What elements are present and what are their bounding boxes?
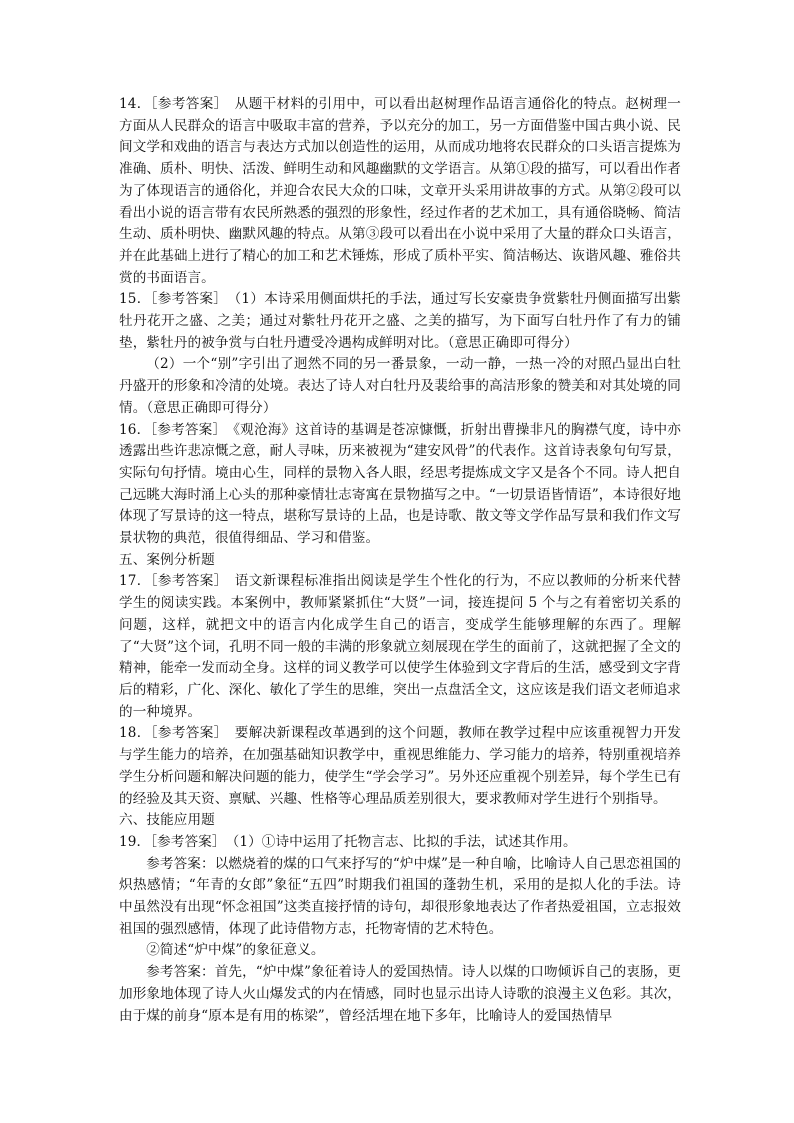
answer-19-question-1: 19．［参考答案］ （1）①诗中运用了托物言志、比拟的手法，试述其作用。 bbox=[119, 833, 577, 850]
answer-18: 18．［参考答案］ 要解决新课程改革遇到的这个问题，教师在教学过程中应该重视智力开发与学生能力的培养，在加强基础知识教学中，重视思维能力、学习能力的培养，特别重视培养学生分析问题和解决问题的能力，使学生“学会学习”。另外还应重视个别差异，每个学生已有的经验及其天资、禀赋、兴趣、性格等心理品质差别很大，要求教师对学生进行个别指导。 bbox=[119, 725, 681, 807]
answer-17: 17．［参考答案］ 语文新课程标准指出阅读是学生个性化的行为，不应以教师的分析来代替学生的阅读实践。本案例中，教师紧紧抓住“大贤”一词，接连提问 5 个与之有着密切关系的问题，这样，就把文中的语言内化成学生自己的语言，变成学生能够理解的东西了。理解了“大贤”这个词，孔明不同一般的丰满的形象就立刻展现在学生的面前了，这就把握了全文的精神，能牵一发而动全身。这样的词义教学可以使学生体验到文字背后的生活，感受到文字背后的精彩，广化、深化、敏化了学生的思维，突出一点盘活全文，这应该是我们语文老师追求的一种境界。 bbox=[119, 573, 681, 720]
answer-19-question-2: ②简述“炉中煤”的象征意义。 bbox=[146, 942, 325, 959]
answer-19-reference-1: 参考答案：以燃烧着的煤的口气来抒写的“炉中煤”是一种自喻，比喻诗人自己思恋祖国的炽热感情；“年青的女郎”象征“五四”时期我们祖国的蓬勃生机，采用的是拟人化的手法。诗中虽然没有出现“怀念祖国”这类直接抒情的诗句，却很形象地表达了作者热爱祖国，立志报效祖国的强烈感情，体现了此诗借物方志，托物寄情的艺术特色。 bbox=[119, 855, 681, 937]
answer-key-body bbox=[119, 94, 681, 1027]
answer-19-reference-2: 参考答案：首先，“炉中煤”象征着诗人的爱国热情。诗人以煤的口吻倾诉自己的衷肠，更加形象地体现了诗人火山爆发式的内在情感，同时也显示出诗人诗歌的浪漫主义色彩。其次，由于煤的前身“原本是有用的栋梁”，曾经活埋在地下多年，比喻诗人的爱国热情早 bbox=[119, 964, 681, 1024]
answer-15-part-1: 15．［参考答案］ （1）本诗采用侧面烘托的手法，通过写长安豪贵争赏紫牡丹侧面描写出紫牡丹花开之盛、之美；通过对紫牡丹花开之盛、之美的描写，为下面写白牡丹作了有力的铺垫，紫牡丹的被争赏与白牡丹遭受冷遇构成鲜明对比。（意思正确即可得分） bbox=[119, 291, 681, 351]
answer-15-part-2: （2）一个“别”字引出了迥然不同的另一番景象，一动一静，一热一冷的对照凸显出白牡丹盛开的形象和冷清的处境。表达了诗人对白牡丹及裴给事的高洁形象的赞美和对其处境的同情。（意思正确即可得分） bbox=[119, 356, 681, 416]
section-heading-case-analysis: 五、案例分析题 bbox=[119, 551, 215, 568]
answer-16: 16．［参考答案］ 《观沧海》这首诗的基调是苍凉慷慨，折射出曹操非凡的胸襟气度，诗中亦透露出些许悲凉慨之意，耐人寻味，历来被视为“建安风骨”的代表作。这首诗表象句句写景，实际句句抒情。境由心生，同样的景物入各人眼，经思考提炼成文字又是各个不同。诗人把自己远眺大海时涌上心头的那种豪情壮志寄寓在景物描写之中。“一切景语皆情语”，本诗很好地体现了写景诗的这一特点，堪称写景诗的上品，也是诗歌、散文等文学作品写景和我们作文写景状物的典范，很值得细品、学习和借鉴。 bbox=[119, 421, 681, 547]
section-heading-skill-application: 六、技能应用题 bbox=[119, 812, 215, 829]
answer-14: 14．［参考答案］ 从题干材料的引用中，可以看出赵树理作品语言通俗化的特点。赵树理一方面从人民群众的语言中吸取丰富的营养，予以充分的加工，另一方面借鉴中国古典小说、民间文学和戏曲的语言与表达方式加以创造性的运用，从而成功地将农民群众的口头语言提炼为准确、质朴、明快、活泼、鲜明生动和风趣幽默的文学语言。从第①段的描写，可以看出作者为了体现语言的通俗化，并迎合农民大众的口味，文章开头采用讲故事的方式。从第②段可以看出小说的语言带有农民所熟悉的强烈的形象性，经过作者的艺术加工，具有通俗晓畅、简洁生动、质朴明快、幽默风趣的特点。从第③段可以看出在小说中采用了大量的群众口头语言，并在此基础上进行了精心的加工和艺术锤炼，形成了质朴平实、简洁畅达、诙谐风趣、雅俗共赏的书面语言。 bbox=[119, 96, 681, 286]
